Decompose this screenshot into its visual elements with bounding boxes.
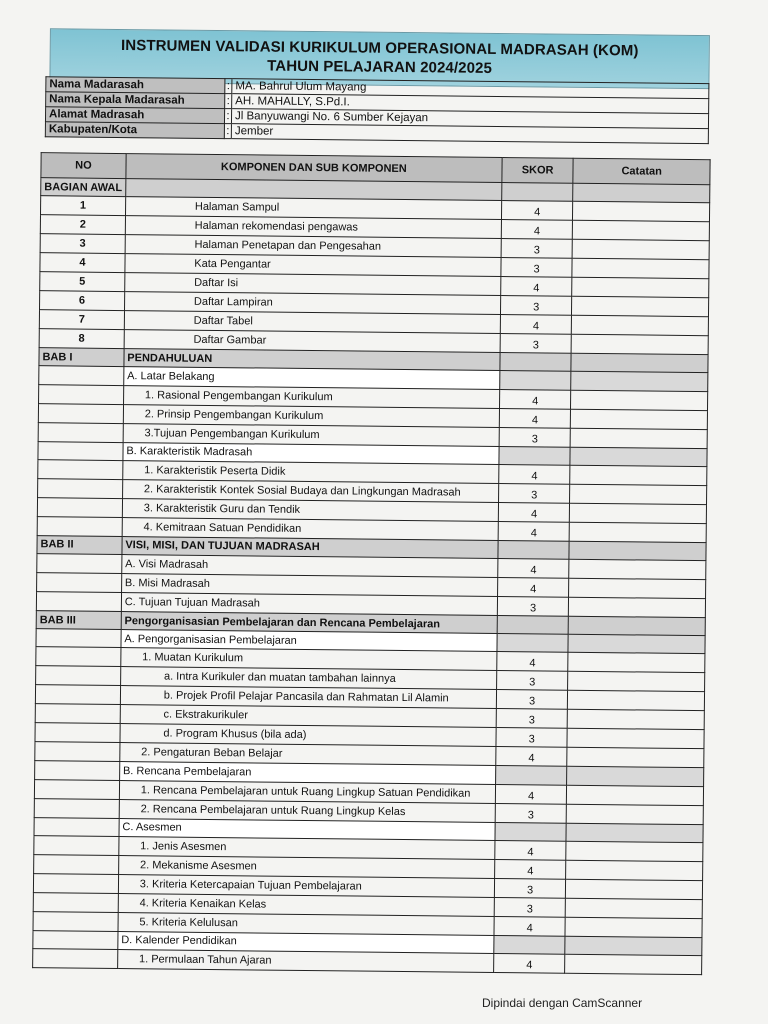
row-komponen-text: b. Projek Profil Pelajar Pancasila dan Rahmatan Lil Alamin xyxy=(163,689,449,705)
document-title: INSTRUMEN VALIDASI KURIKULUM OPERASIONAL MADRASAH (KOM) xyxy=(120,37,639,60)
row-skor xyxy=(494,859,566,879)
row-komponen-text: 5. Kriteria Kelulusan xyxy=(139,915,238,929)
identity-colon: : xyxy=(226,125,230,138)
row-skor-value: 3 xyxy=(527,808,535,821)
row-catatan xyxy=(572,315,709,335)
row-skor xyxy=(500,296,572,316)
row-catatan xyxy=(570,522,707,542)
row-komponen-text: 4. Kemitraan Satuan Pendidikan xyxy=(143,521,302,535)
row-komponen-text: 4. Kriteria Kenaikan Kelas xyxy=(139,896,267,911)
row-komponen-text: B. Karakteristik Madrasah xyxy=(126,445,253,459)
row-no xyxy=(38,422,123,442)
row-skor xyxy=(499,389,571,409)
row-catatan xyxy=(567,804,704,824)
row-komponen-text: B. Misi Madrasah xyxy=(124,577,211,590)
row-skor-value: 4 xyxy=(526,922,533,935)
row-skor xyxy=(495,803,567,823)
row-catatan xyxy=(569,578,706,598)
row-no: BAB III xyxy=(36,611,121,630)
row-catatan xyxy=(568,672,705,692)
row-no xyxy=(34,798,119,818)
row-skor xyxy=(498,483,570,503)
row-no xyxy=(34,779,119,799)
row-no xyxy=(35,761,120,780)
row-komponen-text: 1. Jenis Asesmen xyxy=(140,839,227,853)
identity-value: Jember xyxy=(231,124,708,144)
row-komponen-text: C. Tujuan Tujuan Madrasah xyxy=(124,596,260,610)
row-skor xyxy=(495,784,567,804)
identity-label: Nama Kepala Madarasah xyxy=(46,92,225,109)
row-skor xyxy=(499,446,571,465)
row-catatan xyxy=(573,183,710,203)
row-skor xyxy=(500,371,572,390)
row-catatan xyxy=(567,748,704,768)
row-catatan xyxy=(565,936,702,956)
row-skor-value: 3 xyxy=(528,695,536,708)
header-no: NO xyxy=(41,153,126,179)
row-komponen-text: 2. Rencana Pembelajaran untuk Ruang Lingkup Kelas xyxy=(140,802,406,818)
row-skor-value: 4 xyxy=(527,846,534,859)
row-no xyxy=(35,685,120,705)
scanner-watermark: Dipindai dengan CamScanner xyxy=(482,996,643,1010)
row-catatan xyxy=(569,559,706,579)
identity-colon: : xyxy=(226,95,230,108)
row-no xyxy=(38,403,123,423)
row-skor-value: 4 xyxy=(533,282,540,295)
header-skor: SKOR xyxy=(502,158,574,184)
row-catatan xyxy=(566,879,703,899)
row-catatan xyxy=(566,898,703,918)
row-catatan xyxy=(570,484,707,504)
row-skor xyxy=(500,315,572,335)
header-komponen: KOMPONEN DAN SUB KOMPONEN xyxy=(126,154,502,183)
row-catatan xyxy=(567,785,704,805)
row-catatan xyxy=(573,220,710,240)
identity-value: AH. MAHALLY, S.Pd.I. xyxy=(232,94,709,114)
row-catatan xyxy=(570,503,707,523)
row-catatan xyxy=(572,258,709,278)
row-skor-value: 3 xyxy=(533,244,540,257)
row-skor xyxy=(497,596,569,616)
row-no xyxy=(35,723,120,743)
row-no xyxy=(38,478,123,498)
row-komponen-text: A. Visi Madrasah xyxy=(125,558,209,571)
identity-value: Jl Banyuwangi No. 6 Sumber Kejayan xyxy=(231,109,708,129)
row-no xyxy=(38,459,123,479)
row-no xyxy=(37,497,122,517)
row-komponen-text: 1. Permulaan Tahun Ajaran xyxy=(138,953,272,967)
row-skor-value: 4 xyxy=(532,394,539,407)
identity-colon: : xyxy=(226,80,231,93)
row-skor-value: 4 xyxy=(530,508,538,521)
row-no xyxy=(33,949,118,969)
row-komponen-text: 2. Pengaturan Beban Belajar xyxy=(141,746,283,761)
row-no: 6 xyxy=(40,291,125,311)
identity-colon: : xyxy=(226,110,230,123)
validation-table xyxy=(32,152,711,975)
row-skor xyxy=(501,239,573,259)
row-komponen-text: a. Intra Kurikuler dan muatan tambahan lainnya xyxy=(163,670,396,686)
row-no: 7 xyxy=(39,310,124,330)
row-komponen-text: 3. Karakteristik Guru dan Tendik xyxy=(143,502,301,516)
row-no xyxy=(35,704,120,724)
row-skor-value: 4 xyxy=(530,527,537,540)
row-skor-value: 4 xyxy=(534,206,541,219)
row-skor xyxy=(498,540,570,559)
row-no: 2 xyxy=(40,215,125,235)
row-skor xyxy=(501,258,573,278)
row-komponen-text: 3. Kriteria Ketercapaian Tujuan Pembelajaran xyxy=(139,877,362,893)
row-catatan xyxy=(567,767,704,787)
row-skor-value: 3 xyxy=(533,301,540,314)
row-catatan xyxy=(565,954,702,974)
row-skor xyxy=(497,615,569,634)
row-skor xyxy=(497,634,569,653)
row-catatan xyxy=(571,372,708,392)
row-no xyxy=(33,892,118,912)
row-skor-value: 4 xyxy=(533,225,541,238)
row-komponen-text: VISI, MISI, DAN TUJUAN MADRASAH xyxy=(125,539,320,554)
row-skor xyxy=(499,464,571,484)
row-skor xyxy=(499,408,571,428)
row-skor-value: 3 xyxy=(529,676,536,689)
row-komponen-text: 2. Mekanisme Asesmen xyxy=(139,858,257,873)
scanned-document xyxy=(14,24,714,991)
row-no: BAB II xyxy=(37,535,122,554)
row-catatan xyxy=(566,860,703,880)
row-skor xyxy=(499,427,571,447)
row-komponen-text: d. Program Khusus (bila ada) xyxy=(163,727,307,742)
row-skor xyxy=(497,652,569,672)
row-catatan xyxy=(572,296,709,316)
row-komponen-text: 2. Karakteristik Kontek Sosial Budaya dan Lingkungan Madrasah xyxy=(143,483,461,499)
row-no xyxy=(34,835,119,855)
row-skor-value: 4 xyxy=(531,470,538,483)
row-skor xyxy=(496,690,568,710)
row-no: 4 xyxy=(40,253,125,273)
row-skor xyxy=(501,201,573,221)
row-catatan xyxy=(570,447,707,467)
row-skor xyxy=(495,766,567,785)
row-catatan xyxy=(568,653,705,673)
row-no xyxy=(37,554,122,574)
row-komponen-text: 1. Karakteristik Peserta Didik xyxy=(144,464,286,478)
row-skor xyxy=(502,183,574,202)
row-komponen-text: 1. Rencana Pembelajaran untuk Ruang Lingkup Satuan Pendidikan xyxy=(140,783,471,800)
header-catatan: Catatan xyxy=(573,158,710,184)
identity-label: Alamat Madrasah xyxy=(45,107,224,124)
row-komponen-text: Daftar Tabel xyxy=(193,314,253,328)
row-skor xyxy=(496,709,568,729)
row-no: 5 xyxy=(40,272,125,292)
row-skor xyxy=(495,840,567,860)
identity-label: Kabupaten/Kota xyxy=(45,122,224,139)
row-no xyxy=(34,817,119,836)
row-catatan xyxy=(568,710,705,730)
row-skor xyxy=(498,521,570,541)
row-komponen-text: D. Kalender Pendidikan xyxy=(121,934,237,948)
row-catatan xyxy=(566,823,703,843)
row-catatan xyxy=(571,334,708,354)
row-skor-value: 4 xyxy=(531,413,539,426)
row-no xyxy=(36,592,121,612)
row-catatan xyxy=(569,597,706,617)
row-no: 8 xyxy=(39,329,124,349)
row-skor-value: 3 xyxy=(531,432,538,445)
identity-value: MA. Bahrul Ulum Mayang xyxy=(232,79,709,99)
row-catatan xyxy=(571,409,708,429)
document-subtitle: TAHUN PELAJARAN 2024/2025 xyxy=(267,57,493,77)
row-komponen-text: Daftar Lampiran xyxy=(193,295,273,309)
row-komponen-text: Halaman Penetapan dan Pengesahan xyxy=(194,238,382,253)
row-no xyxy=(36,647,121,667)
row-komponen-text: Pengorganisasian Pembelajaran dan Rencana Pembelajaran xyxy=(124,614,441,630)
row-skor xyxy=(501,277,573,297)
row-komponen xyxy=(117,949,493,972)
row-skor xyxy=(501,220,573,240)
row-komponen-text: Halaman Sampul xyxy=(194,200,280,214)
row-no: BAGIAN AWAL xyxy=(41,178,126,197)
row-no xyxy=(33,930,118,949)
row-no xyxy=(39,384,124,404)
row-skor xyxy=(500,334,572,354)
row-komponen-text: Kata Pengantar xyxy=(194,257,271,271)
row-no xyxy=(33,911,118,931)
identity-table xyxy=(45,76,710,144)
row-skor-value: 4 xyxy=(528,752,535,765)
row-skor-value: 3 xyxy=(528,714,535,727)
row-catatan xyxy=(569,616,706,636)
row-komponen-text: C. Asesmen xyxy=(122,821,182,834)
row-skor-value: 4 xyxy=(529,657,536,670)
row-komponen-text: c. Ekstrakurikuler xyxy=(163,708,249,722)
row-skor xyxy=(494,897,566,917)
row-no xyxy=(34,854,119,874)
row-no xyxy=(35,742,120,762)
row-skor xyxy=(494,935,566,954)
row-skor xyxy=(498,558,570,578)
row-no xyxy=(37,573,122,593)
row-catatan xyxy=(567,729,704,749)
row-skor-value: 3 xyxy=(528,733,535,746)
row-komponen-text: Daftar Gambar xyxy=(193,333,267,347)
row-komponen-text: B. Rencana Pembelajaran xyxy=(122,764,252,779)
row-skor-value: 4 xyxy=(530,583,537,596)
row-no: 1 xyxy=(41,196,126,216)
row-no: 3 xyxy=(40,234,125,254)
row-skor-value: 3 xyxy=(532,339,539,352)
row-skor xyxy=(498,502,570,522)
row-skor xyxy=(496,728,568,748)
row-skor-value: 4 xyxy=(532,320,540,333)
row-catatan xyxy=(573,201,710,221)
row-skor-value: 3 xyxy=(526,903,534,916)
row-no xyxy=(37,516,122,536)
row-komponen-text: A. Latar Belakang xyxy=(127,370,215,383)
row-skor xyxy=(496,747,568,767)
row-no: BAB I xyxy=(39,348,124,367)
row-no xyxy=(36,629,121,648)
row-komponen-text: PENDAHULUAN xyxy=(127,351,213,365)
row-catatan xyxy=(571,353,708,373)
row-komponen-text: Halaman rekomendasi pengawas xyxy=(194,219,359,234)
row-komponen-text: 2. Prinsip Pengembangan Kurikulum xyxy=(144,407,324,422)
row-skor-value: 3 xyxy=(529,602,537,615)
row-skor xyxy=(496,671,568,691)
row-komponen-text: 1. Muatan Kurikulum xyxy=(142,651,244,665)
row-skor xyxy=(500,353,572,372)
row-skor xyxy=(494,916,566,936)
row-komponen-text: A. Pengorganisasian Pembelajaran xyxy=(124,632,297,647)
row-skor-value: 3 xyxy=(526,884,534,897)
row-catatan xyxy=(565,917,702,937)
row-komponen-text: 1. Rasional Pengembangan Kurikulum xyxy=(144,388,333,403)
row-catatan xyxy=(572,239,709,259)
row-catatan xyxy=(569,541,706,561)
row-skor-value: 3 xyxy=(531,489,538,502)
row-komponen-text: 3.Tujuan Pengembangan Kurikulum xyxy=(144,426,320,441)
identity-label: Nama Madarasah xyxy=(46,77,225,94)
row-catatan xyxy=(568,634,705,654)
row-skor-value: 4 xyxy=(526,959,533,972)
row-skor xyxy=(494,878,566,898)
row-komponen-text: Daftar Isi xyxy=(194,276,239,290)
row-skor-value: 4 xyxy=(530,564,537,577)
row-skor xyxy=(497,577,569,597)
row-no xyxy=(39,366,124,385)
row-catatan xyxy=(568,691,705,711)
row-no xyxy=(38,441,123,460)
row-skor xyxy=(493,953,565,973)
row-catatan xyxy=(572,277,709,297)
row-skor-value: 4 xyxy=(527,865,534,878)
row-skor-value: 4 xyxy=(527,789,535,802)
row-no xyxy=(33,873,118,893)
row-skor-value: 3 xyxy=(533,263,540,276)
row-skor xyxy=(495,822,567,841)
row-catatan xyxy=(566,841,703,861)
row-catatan xyxy=(570,465,707,485)
row-catatan xyxy=(570,428,707,448)
row-catatan xyxy=(571,390,708,410)
row-no xyxy=(36,666,121,686)
